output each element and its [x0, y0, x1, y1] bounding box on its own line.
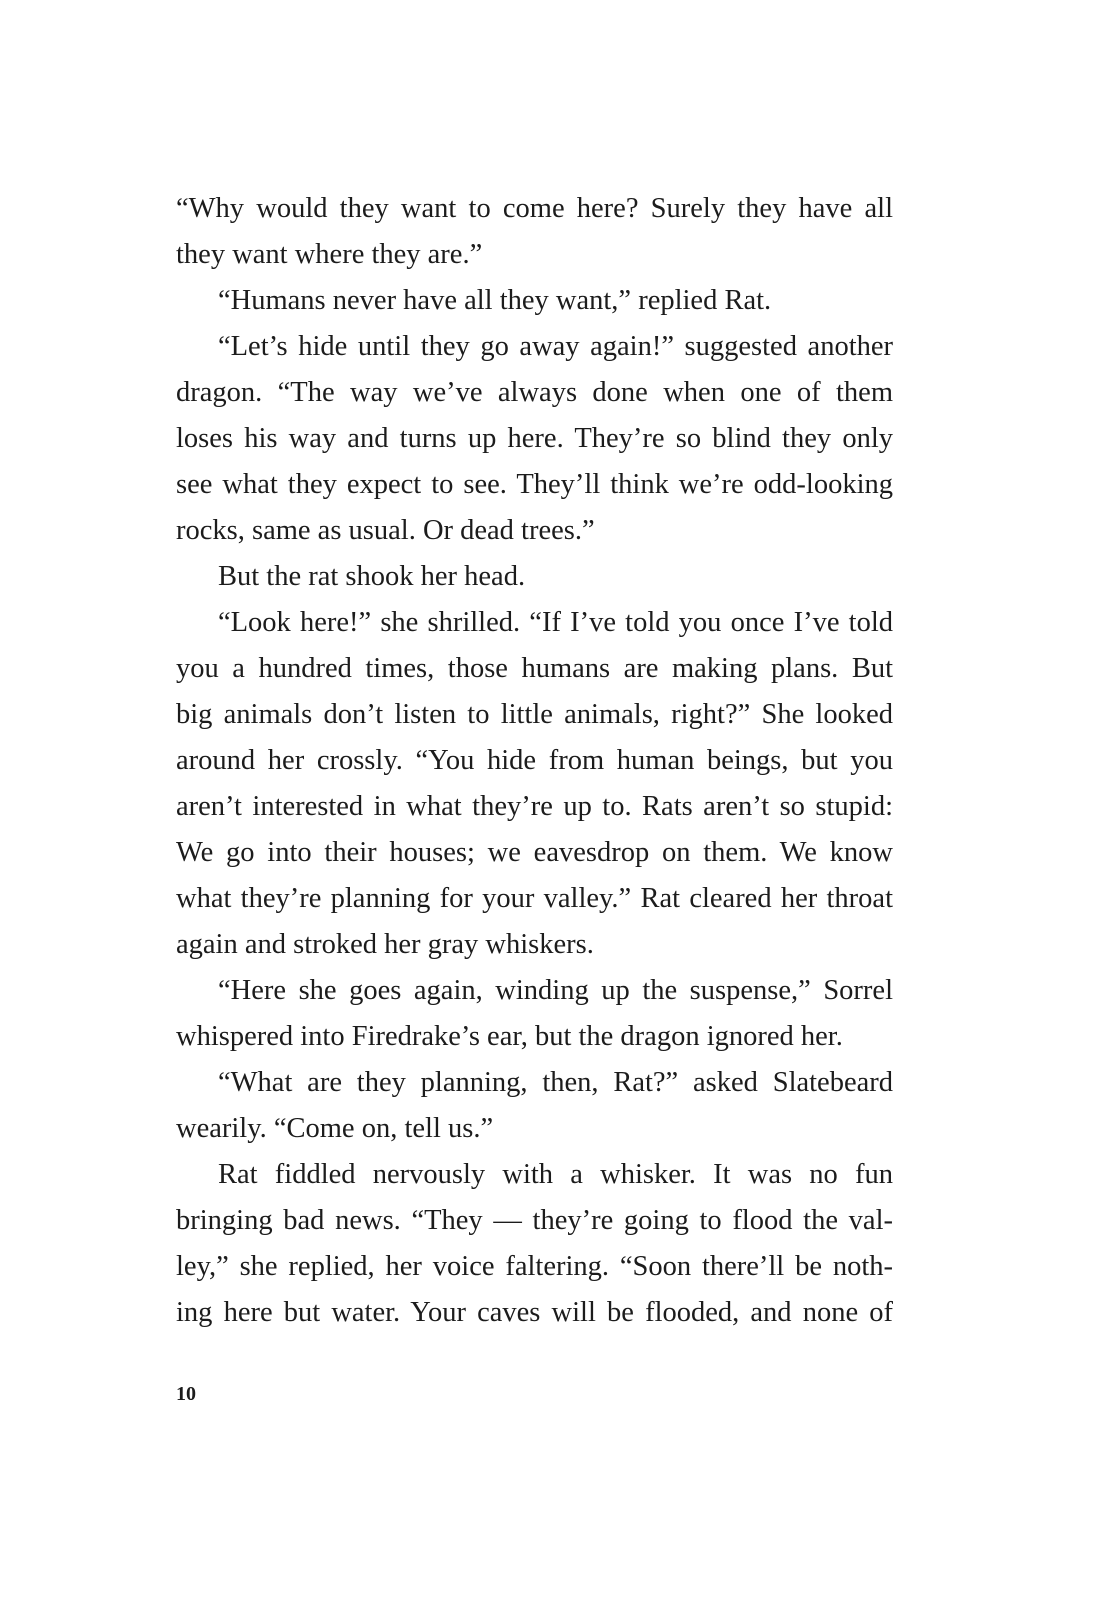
text-line: see what they expect to see. They’ll think we’re odd-looking — [176, 469, 893, 500]
text-line: around her crossly. “You hide from human beings, but you — [176, 745, 893, 776]
page-number: 10 — [176, 1383, 196, 1405]
text-line: wearily. “Come on, tell us.” — [176, 1113, 494, 1144]
text-line: whispered into Firedrake’s ear, but the dragon ignored her. — [176, 1021, 843, 1052]
text-line: “Humans never have all they want,” replied Rat. — [218, 285, 772, 316]
text-line: “Let’s hide until they go away again!” suggested another — [218, 331, 893, 362]
text-line: what they’re planning for your valley.” Rat cleared her throat — [176, 883, 893, 914]
text-line: aren’t interested in what they’re up to. Rats aren’t so stupid: — [176, 791, 893, 822]
text-line: We go into their houses; we eavesdrop on them. We know — [176, 837, 893, 868]
text-line: loses his way and turns up here. They’re so blind they only — [176, 423, 893, 454]
text-line: they want where they are.” — [176, 239, 483, 270]
text-line: bringing bad news. “They — they’re going to flood the val- — [176, 1205, 893, 1236]
text-line: dragon. “The way we’ve always done when one of them — [176, 377, 893, 408]
text-line: ing here but water. Your caves will be flooded, and none of — [176, 1297, 893, 1328]
text-line: “Here she goes again, winding up the suspense,” Sorrel — [218, 975, 893, 1006]
text-line: rocks, same as usual. Or dead trees.” — [176, 515, 595, 546]
text-line: But the rat shook her head. — [218, 561, 526, 592]
text-line: again and stroked her gray whiskers. — [176, 929, 594, 960]
text-line: “Look here!” she shrilled. “If I’ve told you once I’ve told — [218, 607, 893, 638]
text-line: big animals don’t listen to little animals, right?” She looked — [176, 699, 893, 730]
text-line: “Why would they want to come here? Surely they have all — [176, 193, 893, 224]
text-line: you a hundred times, those humans are making plans. But — [176, 653, 893, 684]
text-line: “What are they planning, then, Rat?” asked Slatebeard — [218, 1067, 893, 1098]
text-line: Rat fiddled nervously with a whisker. It was no fun — [218, 1159, 893, 1190]
body-text — [176, 186, 893, 1336]
text-line: ley,” she replied, her voice faltering. “Soon there’ll be noth- — [176, 1251, 893, 1282]
